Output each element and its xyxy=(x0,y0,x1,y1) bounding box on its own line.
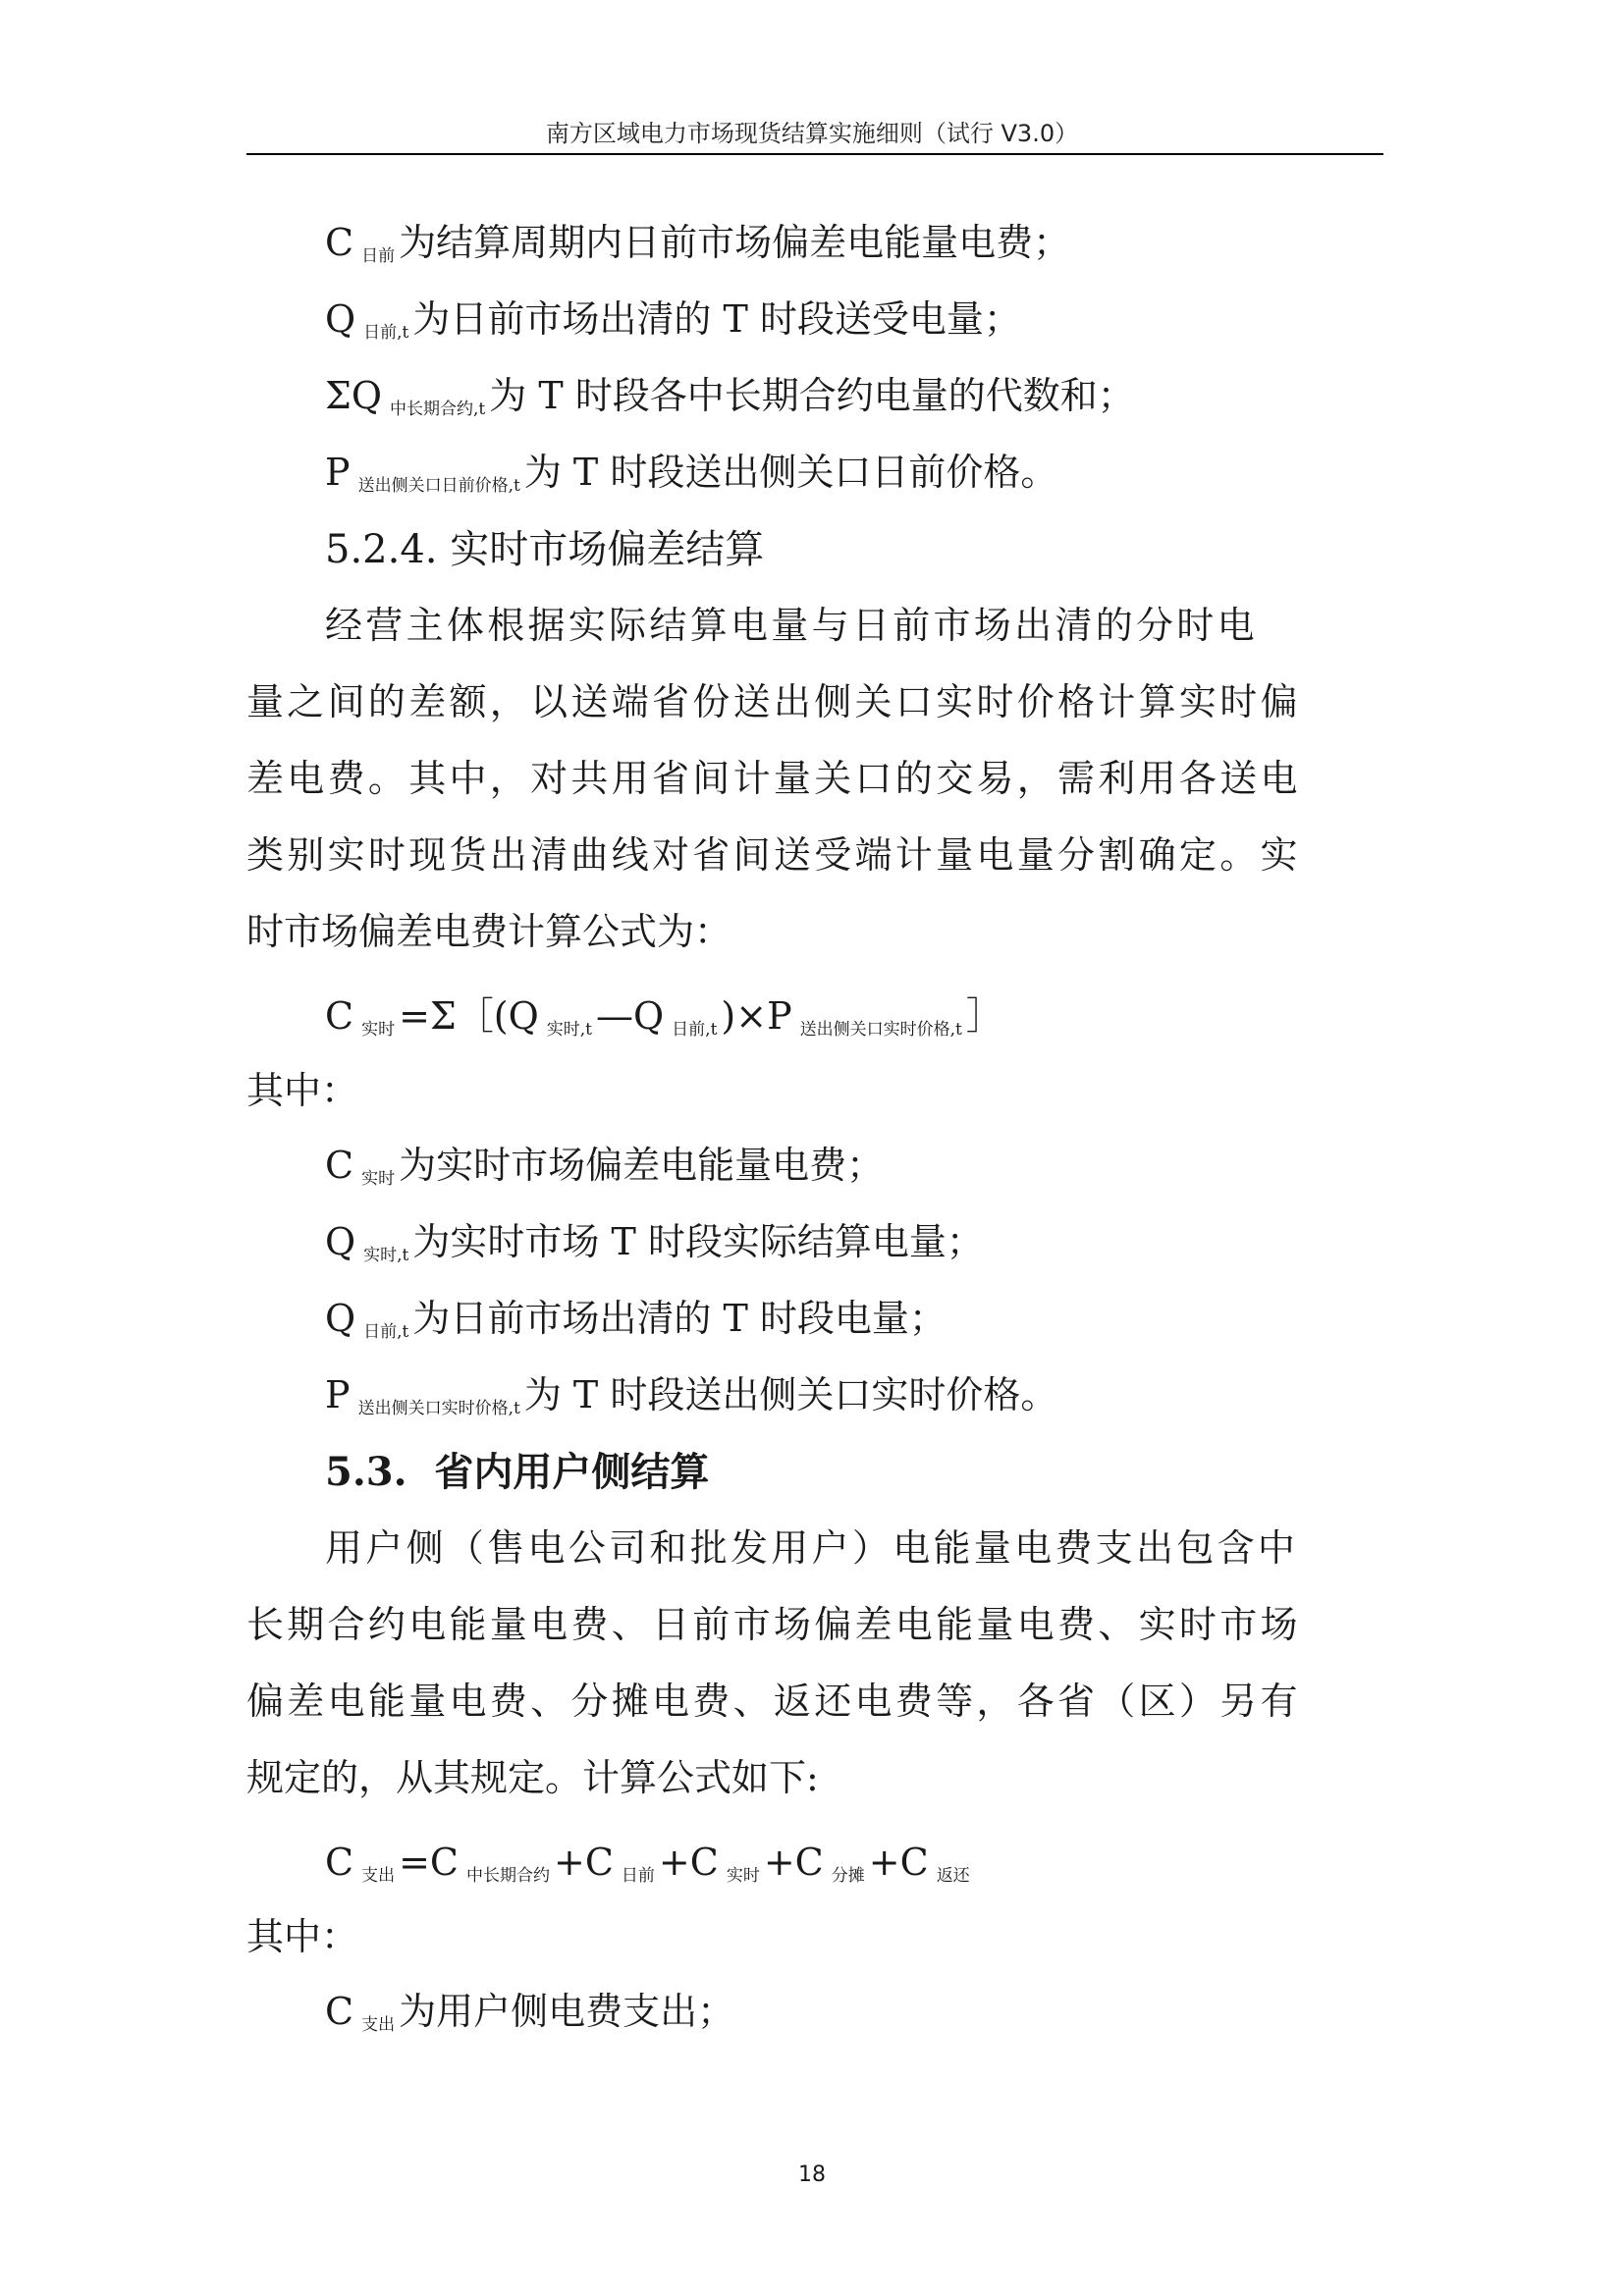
formula-expenditure: C支出 =C 中长期合约 +C 日前 +C 实时 +C 分摊 +C 返还 xyxy=(325,1841,970,1886)
definition-line: P送出侧关口日前价格,t 为 T 时段送出侧关口日前价格。 xyxy=(325,451,1058,496)
header-rule xyxy=(246,153,1383,155)
paragraph-line: 长期合约电能量电费、日前市场偏差电能量电费、实时市场 xyxy=(246,1603,1301,1646)
page-header: 南方区域电力市场现货结算实施细则（试行 V3.0） xyxy=(545,120,1079,147)
section-heading: 5.3. 省内用户侧结算 xyxy=(325,1449,710,1495)
paragraph-line: 偏差电能量电费、分摊电费、返还电费等，各省（区）另有 xyxy=(246,1680,1301,1723)
paragraph-line: 用户侧（售电公司和批发用户）电能量电费支出包含中 xyxy=(325,1526,1299,1570)
definition-line: Q实时,t 为实时市场 T 时段实际结算电量； xyxy=(325,1220,984,1265)
where-label: 其中： xyxy=(246,1915,359,1958)
where-label: 其中： xyxy=(246,1069,359,1112)
definition-line: C实时 为实时市场偏差电能量电费； xyxy=(325,1144,885,1189)
formula-realtime: C实时 =Σ［(Q 实时,t —Q 日前,t )×P 送出侧关口实时价格,t ］ xyxy=(325,994,1003,1040)
definition-line: Q日前,t 为日前市场出清的 T 时段电量； xyxy=(325,1297,947,1342)
definition-line: P送出侧关口实时价格,t 为 T 时段送出侧关口实时价格。 xyxy=(325,1373,1058,1418)
paragraph-line: 类别实时现货出清曲线对省间送受端计量电量分割确定。实 xyxy=(246,833,1301,877)
paragraph-line: 差电费。其中，对共用省间计量关口的交易，需利用各送电 xyxy=(246,757,1301,800)
paragraph-line: 量之间的差额，以送端省份送出侧关口实时价格计算实时偏 xyxy=(246,680,1301,723)
definition-line: ΣQ 中长期合约,t 为 T 时段各中长期合约电量的代数和； xyxy=(325,374,1135,419)
section-heading: 5.2.4. 实时市场偏差结算 xyxy=(325,527,765,572)
paragraph-line: 时市场偏差电费计算公式为： xyxy=(246,910,732,953)
paragraph-line: 经营主体根据实际结算电量与日前市场出清的分时电 xyxy=(325,604,1258,647)
definition-line: C日前 为结算周期内日前市场偏差电能量电费； xyxy=(325,221,1071,266)
definition-line: Q日前,t 为日前市场出清的 T 时段送受电量； xyxy=(325,297,1021,343)
definition-line: C支出 为用户侧电费支出； xyxy=(325,1990,735,2035)
page-number: 18 xyxy=(798,2163,826,2187)
paragraph-line: 规定的，从其规定。计算公式如下: xyxy=(246,1756,819,1799)
